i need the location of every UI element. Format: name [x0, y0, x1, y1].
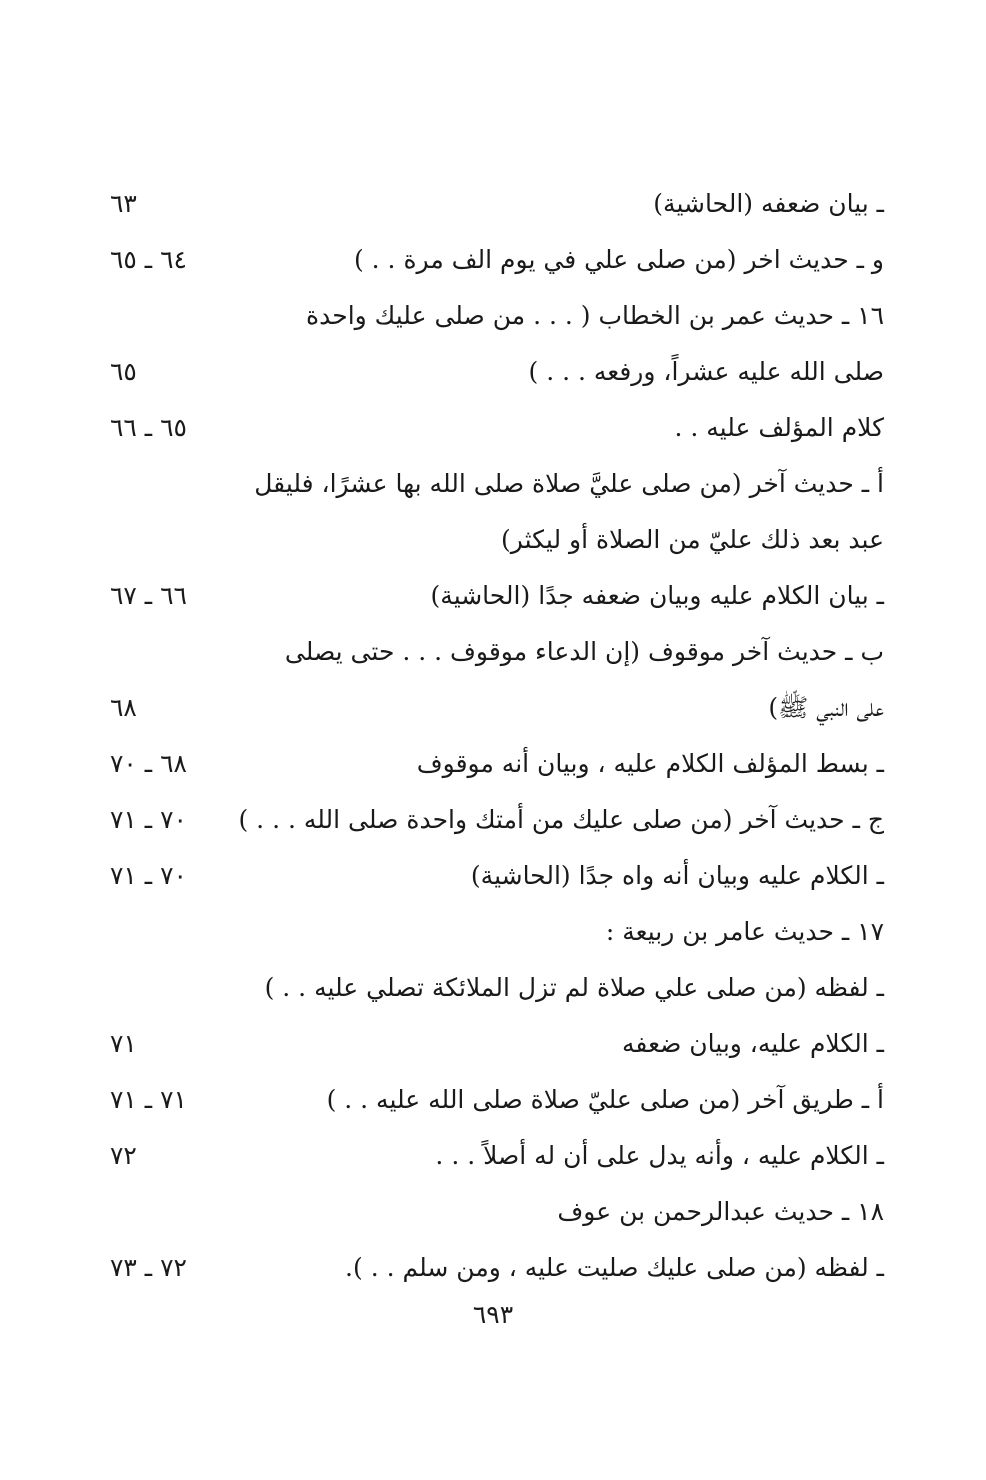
toc-entry-pages: ٧٠ ـ ٧١ — [110, 805, 187, 834]
toc-entry-pages: ٦٥ ـ ٦٦ — [110, 413, 187, 442]
toc-entry-text: ج ـ حديث آخر (من صلى عليك من أمتك واحدة صلى الله . . . ) — [238, 805, 884, 834]
toc-row — [110, 456, 884, 512]
toc-row — [110, 400, 884, 456]
toc-entry-pages: ٧١ — [110, 1029, 137, 1058]
toc-row — [110, 960, 884, 1016]
toc-entry-pages: ٦٥ — [110, 357, 137, 386]
toc-entry-text: صلى الله عليه عشراً، ورفعه . . . ) — [528, 357, 884, 386]
page-number: ٦٩٣ — [472, 1300, 514, 1329]
toc-row — [110, 1240, 884, 1296]
toc-row — [110, 1128, 884, 1184]
toc-entry-text: ١٧ ـ حديث عامر بن ربيعة : — [605, 917, 884, 946]
toc-row — [110, 1016, 884, 1072]
toc-entry-pages: ٦٨ — [110, 693, 137, 722]
toc-row — [110, 344, 884, 400]
toc-entry-text: ـ بيان الكلام عليه وبيان ضعفه جدًا (الحاشية) — [430, 581, 884, 610]
toc-row — [110, 1072, 884, 1128]
toc-row — [110, 680, 884, 736]
toc-row — [110, 904, 884, 960]
table-of-contents — [110, 176, 884, 1296]
toc-entry-pages: ٧١ ـ ٧١ — [110, 1085, 187, 1114]
toc-row — [110, 512, 884, 568]
toc-entry-text: كلام المؤلف عليه . . — [674, 413, 884, 442]
toc-entry-text: ب ـ حديث آخر موقوف (إن الدعاء موقوف . . . حتى يصلى — [284, 637, 884, 666]
toc-entry-pages: ٦٣ — [110, 189, 137, 218]
toc-row — [110, 624, 884, 680]
toc-entry-text: ١٨ ـ حديث عبدالرحمن بن عوف — [557, 1197, 884, 1226]
toc-row — [110, 1184, 884, 1240]
toc-entry-text: ـ الكلام عليه وبيان أنه واه جدًا (الحاشية) — [470, 861, 884, 890]
toc-row — [110, 792, 884, 848]
toc-row — [110, 736, 884, 792]
toc-entry-text: ـ الكلام عليه ، وأنه يدل على أن له أصلاً . . . — [435, 1141, 884, 1170]
toc-entry-text: و ـ حديث اخر (من صلى علي في يوم الف مرة . . ) — [353, 245, 884, 274]
toc-entry-text: ـ الكلام عليه، وبيان ضعفه — [622, 1029, 884, 1058]
toc-row — [110, 232, 884, 288]
toc-entry-text: أ ـ حديث آخر (من صلى عليَّ صلاة صلى الله بها عشرًا، فليقل — [254, 469, 884, 498]
toc-entry-text: ـ لفظه (من صلى عليك صليت عليه ، ومن سلم . . ). — [345, 1253, 884, 1282]
toc-entry-text: أ ـ طريق آخر (من صلى عليّ صلاة صلى الله عليه . . ) — [326, 1085, 884, 1114]
toc-entry-text: على النبي ﷺ) — [768, 693, 884, 722]
toc-entry-text: عبد بعد ذلك عليّ من الصلاة أو ليكثر) — [501, 525, 884, 554]
toc-entry-text: ١٦ ـ حديث عمر بن الخطاب ( . . . من صلى عليك واحدة — [306, 301, 884, 330]
toc-row — [110, 848, 884, 904]
toc-entry-text: ـ لفظه (من صلى علي صلاة لم تزل الملائكة تصلي عليه . . ) — [264, 973, 884, 1002]
toc-entry-pages: ٦٤ ـ ٦٥ — [110, 245, 187, 274]
toc-entry-pages: ٧٢ ـ ٧٣ — [110, 1253, 187, 1282]
toc-entry-text: ـ بسط المؤلف الكلام عليه ، وبيان أنه موقوف — [416, 749, 884, 778]
toc-row — [110, 288, 884, 344]
toc-row — [110, 176, 884, 232]
toc-row — [110, 568, 884, 624]
toc-entry-pages: ٧٢ — [110, 1141, 137, 1170]
toc-entry-pages: ٦٦ ـ ٦٧ — [110, 581, 187, 610]
toc-entry-pages: ٦٨ ـ ٧٠ — [110, 749, 187, 778]
toc-entry-pages: ٧٠ ـ ٧١ — [110, 861, 187, 890]
toc-entry-text: ـ بيان ضعفه (الحاشية) — [653, 189, 884, 218]
